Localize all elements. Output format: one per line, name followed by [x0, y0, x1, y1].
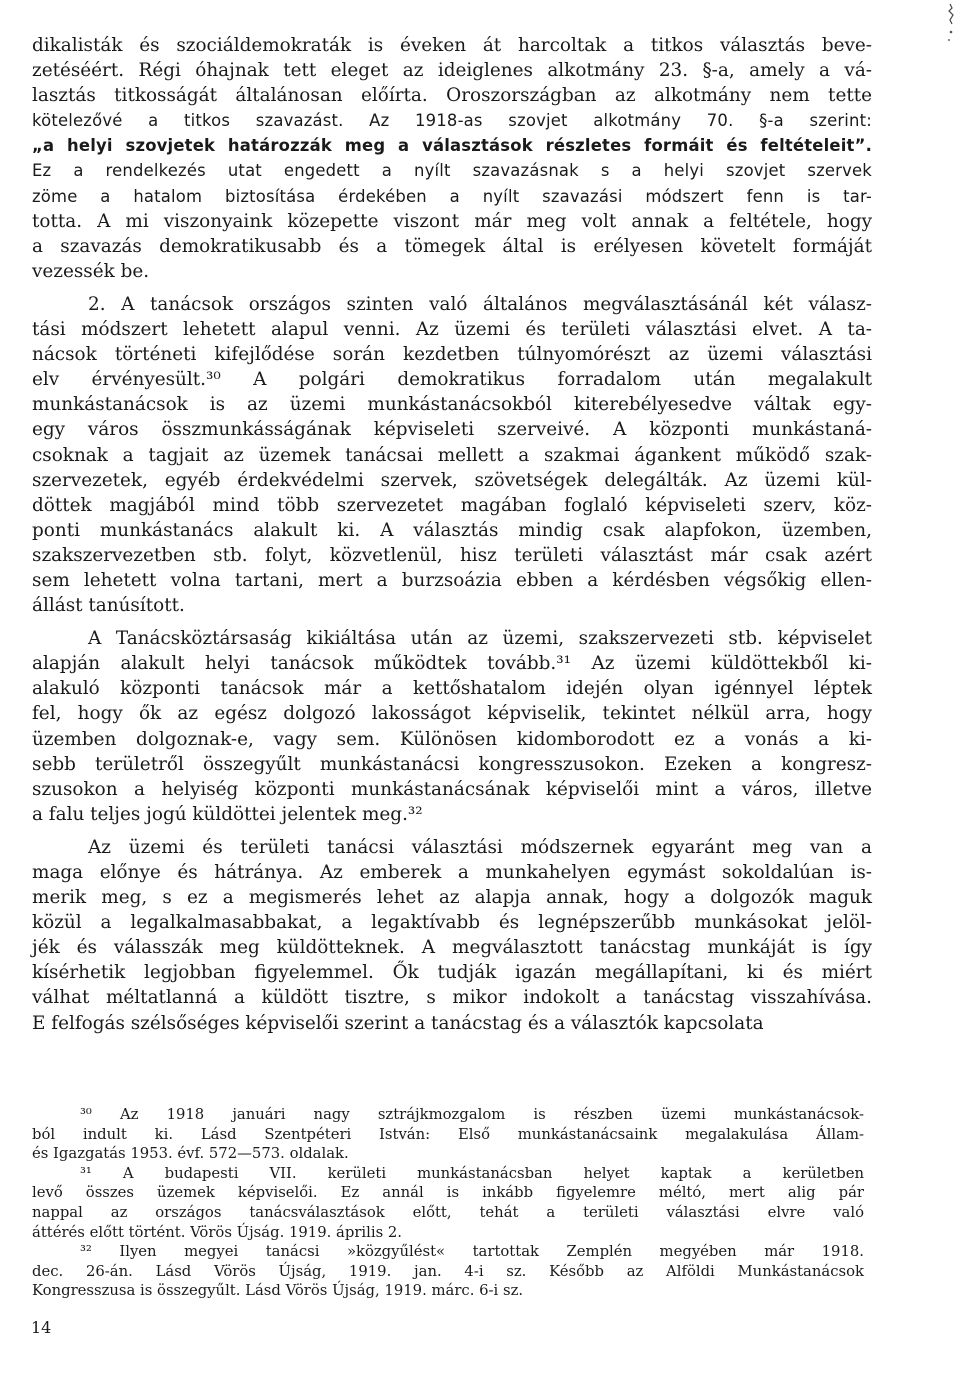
quote-line: „a helyi szovjetek határozzák meg a választások részletes formáit és feltételeit”. [32, 136, 872, 156]
footnote-line: Kongresszusa is összegyűlt. Lásd Vörös Újság, 1919. márc. 6-i sz. [32, 1282, 524, 1300]
footnote-line: ³² Ilyen megyei tanácsi »közgyűlést« tartottak Zemplén megyében már 1918. [80, 1243, 864, 1261]
text-line: a szavazás demokratikusabb és a tömegek által is erélyesen követelt formáját [32, 235, 872, 257]
paragraph-gap [32, 618, 872, 626]
footnote-line: ³¹ A budapesti VII. kerületi munkástanácsban helyet kaptak a kerületben [80, 1164, 864, 1182]
scan-edge-mark [940, 2, 956, 46]
text-line: közül a legalkalmasabbakat, a legaktívabb és legnépszerűbb munkásokat jelöl- [32, 912, 872, 934]
main-text [32, 33, 872, 1036]
text-line: jék és válasszák meg küldötteknek. A megválasztott tanácstag munkáját is így [32, 937, 872, 959]
footnote-line: ³⁰ Az 1918 januári nagy sztrájkmozgalom is részben üzemi munkástanácsok- [80, 1106, 864, 1123]
text-line: maga előnye és hátránya. Az emberek a munkahelyen egymást sokoldalúan is- [32, 862, 872, 883]
text-line: 2. A tanácsok országos szinten való általános megválasztásánál két válasz- [88, 293, 872, 315]
text-line: lasztás titkosságát általánosan előírta. Oroszországban az alkotmány nem tette [32, 85, 872, 107]
text-line: zöme a hatalom biztosítása érdekében a nyílt szavazási módszert fenn is tar- [32, 186, 872, 206]
text-line: szusokon a helyiség központi munkástanácsának képviselői mint a város, illetve [32, 778, 872, 800]
text-line: zetéséért. Régi óhajnak tett eleget az ideiglenes alkotmány 23. §-a, amely a vá- [32, 60, 872, 82]
text-line: sebb területről összegyűlt munkástanácsi kongresszusokon. Ezeken a kongresz- [32, 753, 872, 775]
text-line: a falu teljes jogú küldöttei jelentek meg.³² [32, 803, 423, 825]
text-line: Ez a rendelkezés utat engedett a nyílt szavazásnak s a helyi szovjet szervek [32, 161, 872, 181]
page-number: 14 [31, 1318, 52, 1337]
text-line: Az üzemi és területi tanácsi választási módszernek egyaránt meg van a [88, 836, 872, 858]
footnote-line: levő összes üzemek képviselői. Ez annál is inkább figyelemre méltó, mert alig pár [32, 1184, 864, 1202]
footnote-line: nappal az országos tanácsválasztások előtt, tehát a területi választási elvre való [32, 1203, 864, 1221]
text-line: dikalisták és szociáldemokraták is éveken át harcoltak a titkos választás beve- [32, 35, 872, 56]
footnote-line: és Igazgatás 1953. évf. 572—573. oldalak. [32, 1145, 349, 1163]
text-line: munkástanácsok is az üzemi munkástanácsokból kiterebélyesedve váltak egy- [32, 394, 872, 416]
footnotes [32, 1105, 864, 1301]
text-line: tási módszert lehetett alapul venni. Az üzemi és területi választási elvet. A ta- [32, 319, 872, 341]
text-line: állást tanúsított. [32, 595, 185, 617]
footnote-line: áttérés előtt történt. Vörös Újság. 1919. április 2. [32, 1223, 403, 1241]
text-line: ponti munkástanács alakult ki. A választás mindig csak alapfokon, üzemben, [32, 519, 872, 541]
text-line: kötelezővé a titkos szavazást. Az 1918-as szovjet alkotmány 70. §-a szerint: [32, 111, 872, 131]
text-line: elv érvényesült.³⁰ A polgári demokratikus forradalom után megalakult [32, 369, 872, 391]
text-line: egy város összmunkásságának képviseleti szerveivé. A központi munkástaná- [32, 419, 872, 441]
text-line: totta. A mi viszonyaink közepette viszont már meg volt annak a feltétele, hogy [32, 210, 872, 232]
text-line: fel, hogy ők az egész dolgozó lakosságot képviselik, tekintet nélkül arra, hogy [32, 703, 872, 725]
text-line: alapján alakult helyi tanácsok működtek tovább.³¹ Az üzemi küldöttekből ki- [32, 653, 872, 675]
paragraph-gap [32, 284, 872, 292]
text-line: merik meg, s ez a megismerés lehet az alapja annak, hogy a dolgozók maguk [32, 887, 872, 909]
text-line: szervezetek, egyéb érdekvédelmi szervek, szövetségek delegálták. Az üzemi kül- [32, 469, 872, 491]
footnote-line: dec. 26-án. Lásd Vörös Újság, 1919. jan. 4-i sz. Később az Alföldi Munkástanácsok [32, 1262, 864, 1280]
text-line: E felfogás szélsőséges képviselői szerint a tanácstag és a választók kapcsolata [32, 1012, 764, 1034]
text-line: A Tanácsköztársaság kikiáltása után az üzemi, szakszervezeti stb. képviselet [88, 628, 872, 650]
text-line: válhat méltatlanná a küldött tisztre, s mikor indokolt a tanácstag visszahívása. [32, 987, 872, 1009]
text-line: szakszervezetben stb. folyt, közvetlenül, hisz területi választást már csak azért [32, 544, 872, 566]
text-line: csoknak a tagjait az üzemek tanácsai mellett a szakmai ágankent működő szak- [32, 444, 872, 466]
paragraph-gap [32, 827, 872, 835]
footnote-line: ból indult ki. Lásd Szentpéteri István: Első munkástanácsaink megalakulása Állam- [32, 1125, 864, 1143]
text-line: kísérhetik legjobban figyelemmel. Ők tudják igazán megállapítani, ki és miért [32, 962, 872, 984]
text-line: alakuló központi tanácsok már a kettőshatalom idején olyan igénnyel léptek [32, 678, 872, 700]
text-line: üzemben dolgoznak-e, vagy sem. Különösen kidomborodott ez a vonás a ki- [32, 728, 872, 750]
text-line: nácsok történeti kifejlődése során kezdetben túlnyomórészt az üzemi választási [32, 344, 872, 366]
text-line: sem lehetett volna tartani, mert a burzsoázia ebben a kérdésben végsőkig ellen- [32, 569, 872, 591]
text-line: vezessék be. [32, 260, 150, 282]
text-line: döttek magjából mind több szervezetet magában foglaló képviseleti szerv, köz- [32, 494, 872, 516]
